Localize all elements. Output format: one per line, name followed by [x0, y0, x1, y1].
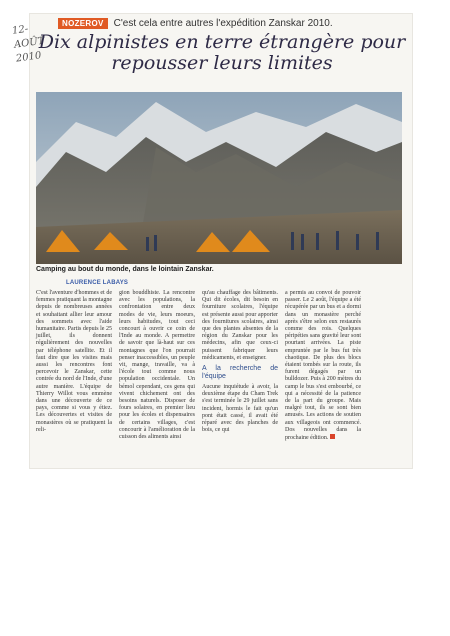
kicker-label: NOZEROV — [58, 18, 108, 29]
column-2-text: gion bouddhiste. La rencontre avec les populations, la confrontation entre deux modes de vie, leurs moeurs, leurs habitudes, tout ceci concourt à ouvrir ce coin de l'Inde au monde. A permettre de savoir que là-haut sur ces montagnes que l'on pourrait penser inaccessibles, un peuple vit, mange, travaille, va à l'école tout comme nous population occidentale. Un bémol cependant, ces gens qui vivent chichement ont des besoins naturels. Disposer de fours solaires, en premier lieu pour les écoles et dispensaires de certains villages, c'est concourir à l'amélioration de la cuisson des aliments ainsi — [119, 290, 195, 441]
article-column-1 — [36, 290, 112, 434]
photo-caption: Camping au bout du monde, dans le lointain Zanskar. — [36, 266, 214, 273]
article-column-3 — [202, 290, 278, 434]
mountain-camp-photo — [36, 92, 402, 264]
photo — [36, 92, 402, 264]
headline: Dix alpinistes en terre étrangère pour repousser leurs limites — [38, 31, 406, 74]
column-1-text: C'est l'aventure d'hommes et de femmes pratiquant la montagne depuis de nombreuses années et souhaitant allier leur amour des sommets avec l'aide humanitaire. Partis depuis le 25 juillet, ils donnent régulièrement des nouvelles par téléphone satellite. Et il faut dire que les visites mais aussi les rencontres font percevoir le Zanskar, cette contrée du nord de l'Inde, d'une autre manière. L'équipe de Thierry Willot vous emmène dans une découverte de ce pays, comme si vous y étiez. Les découvertes et visites de monastères où se pratiquent la reli- — [36, 290, 112, 433]
column-3-text: qu'au chauffage des bâtiments. Qui dit écoles, dit besoin en fourniture scolaires, l'équipe est présente aussi pour apporter des fournitures scolaires, ainsi que des plantes absentes de la région du Zanskar pour les médecins, afin que ceux-ci puissent fabriquer leurs médicaments, et enseigner. — [202, 290, 278, 361]
end-mark — [330, 434, 335, 439]
column-4-text — [285, 290, 361, 442]
column-3b-text: Aucune inquiétude à avoir, la deuxième étape du Cham Trek s'est terminée le 29 juillet sans incident, hormis le fait qu'un pont était cassé, il avait été réparé avec des planches de bois, ce qui — [202, 384, 278, 434]
handwritten-date: 12-AOÛT 2010 — [11, 23, 46, 65]
column-4-body: a permis au convoi de pouvoir passer. Le 2 août, l'équipe a été récupérée par un bus et a dormi dans un monastère perché après s'être selon eux restaurés comme des rois. Quelques péripéties sans gravité leur sont pourtant arrivées. La piste empruntée par le bus fut très chaotique. De plus des blocs étaient tombés sur la route, ils furent dégagés par un bulldozer. Puis à 200 mètres du camp le bus s'est embourbé, ce qui a nécessité de la patience de la part du groupe. Mais malgré tout, ils se sont bien amusés. Les actions de soutien aux villageois ont commencé. Dos nouvelles dans la prochaine édition. — [285, 290, 361, 442]
subhead: A la recherche de l'équipe — [202, 365, 278, 381]
byline: LAURENCE LABAYS — [66, 280, 129, 286]
article-column-2 — [119, 290, 195, 441]
kicker-text: C'est cela entre autres l'expédition Zanskar 2010. — [113, 17, 333, 29]
article-column-4 — [285, 290, 361, 442]
kicker-row — [58, 16, 333, 30]
